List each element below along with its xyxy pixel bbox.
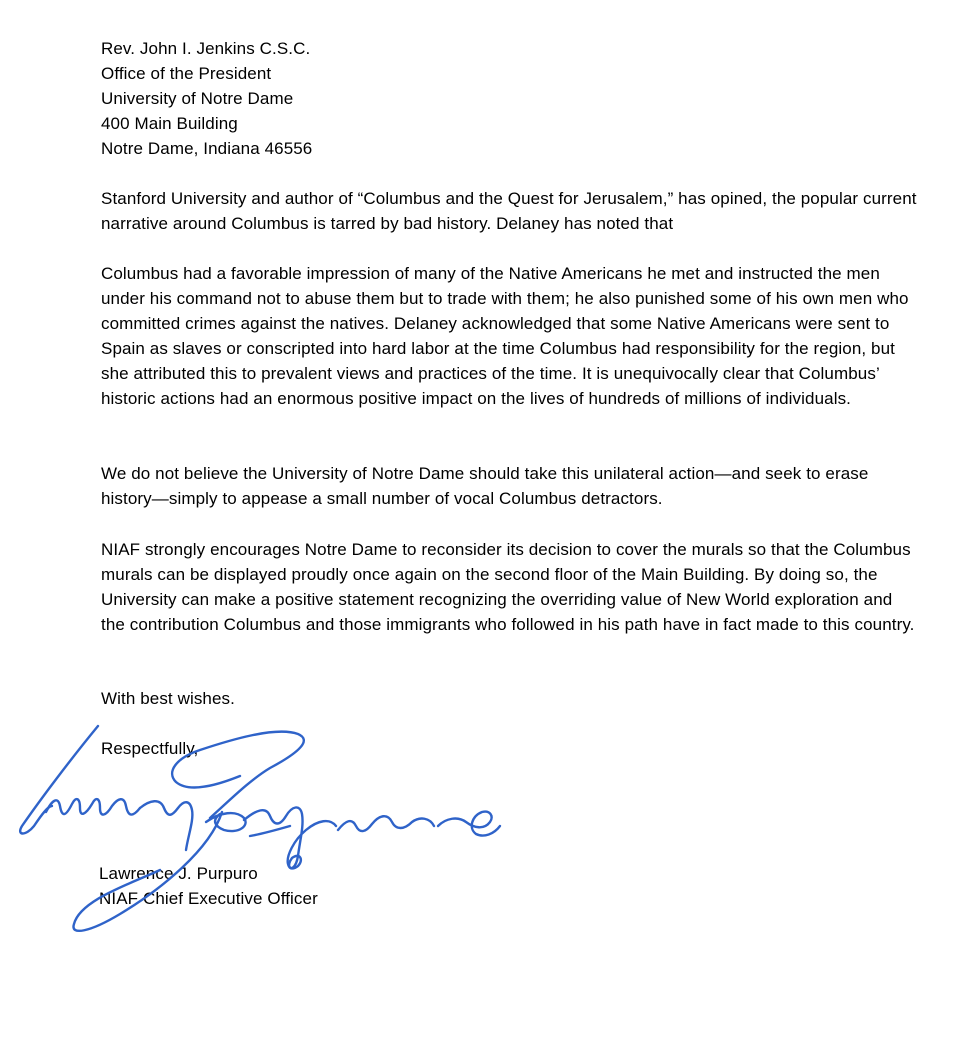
- letter: [99, 36, 921, 908]
- intro-paragraph: Stanford University and author of “Columbus and the Quest for Jerusalem,” has opined, the popular current narrative around Columbus is tarred by bad history. Delaney has noted that: [101, 189, 917, 233]
- recipient-name: Rev. John I. Jenkins C.S.C.: [101, 39, 311, 58]
- signer-name: Lawrence J. Purpuro: [99, 864, 258, 883]
- body-paragraph-2: We do not believe the University of Notre Dame should take this unilateral action—and seek to erase history—simply to appease a small number of vocal Columbus detractors.: [101, 464, 869, 508]
- recipient-street: 400 Main Building: [101, 114, 238, 133]
- signer-title: NIAF Chief Executive Officer: [99, 889, 318, 908]
- closing-wishes: With best wishes.: [101, 689, 235, 708]
- signer-block: [99, 861, 318, 911]
- recipient-address: [101, 36, 921, 161]
- recipient-office: Office of the President: [101, 64, 272, 83]
- body-paragraph-3: NIAF strongly encourages Notre Dame to reconsider its decision to cover the murals so that the Columbus murals can be displayed proudly once again on the second floor of the Main Building. By doing so, the University can make a positive statement recognizing the overriding value of New World exploration and the contribution Columbus and those immigrants who followed in his path have in fact made to this country.: [101, 540, 915, 634]
- recipient-city: Notre Dame, Indiana 46556: [101, 139, 313, 158]
- body-paragraph-1: Columbus had a favorable impression of many of the Native Americans he met and instructed the men under his command not to abuse them but to trade with them; he also punished some of his own men who committed crimes against the natives. Delaney acknowledged that some Native Americans were sent to Spain as slaves or conscripted into hard labor at the time Columbus had responsibility for the region, but she attributed this to prevalent views and practices of the time. It is unequivocally clear that Columbus’ historic actions had an enormous positive impact on the lives of hundreds of millions of individuals.: [101, 264, 909, 408]
- valediction: Respectfully,: [101, 739, 199, 758]
- recipient-institution: University of Notre Dame: [101, 89, 294, 108]
